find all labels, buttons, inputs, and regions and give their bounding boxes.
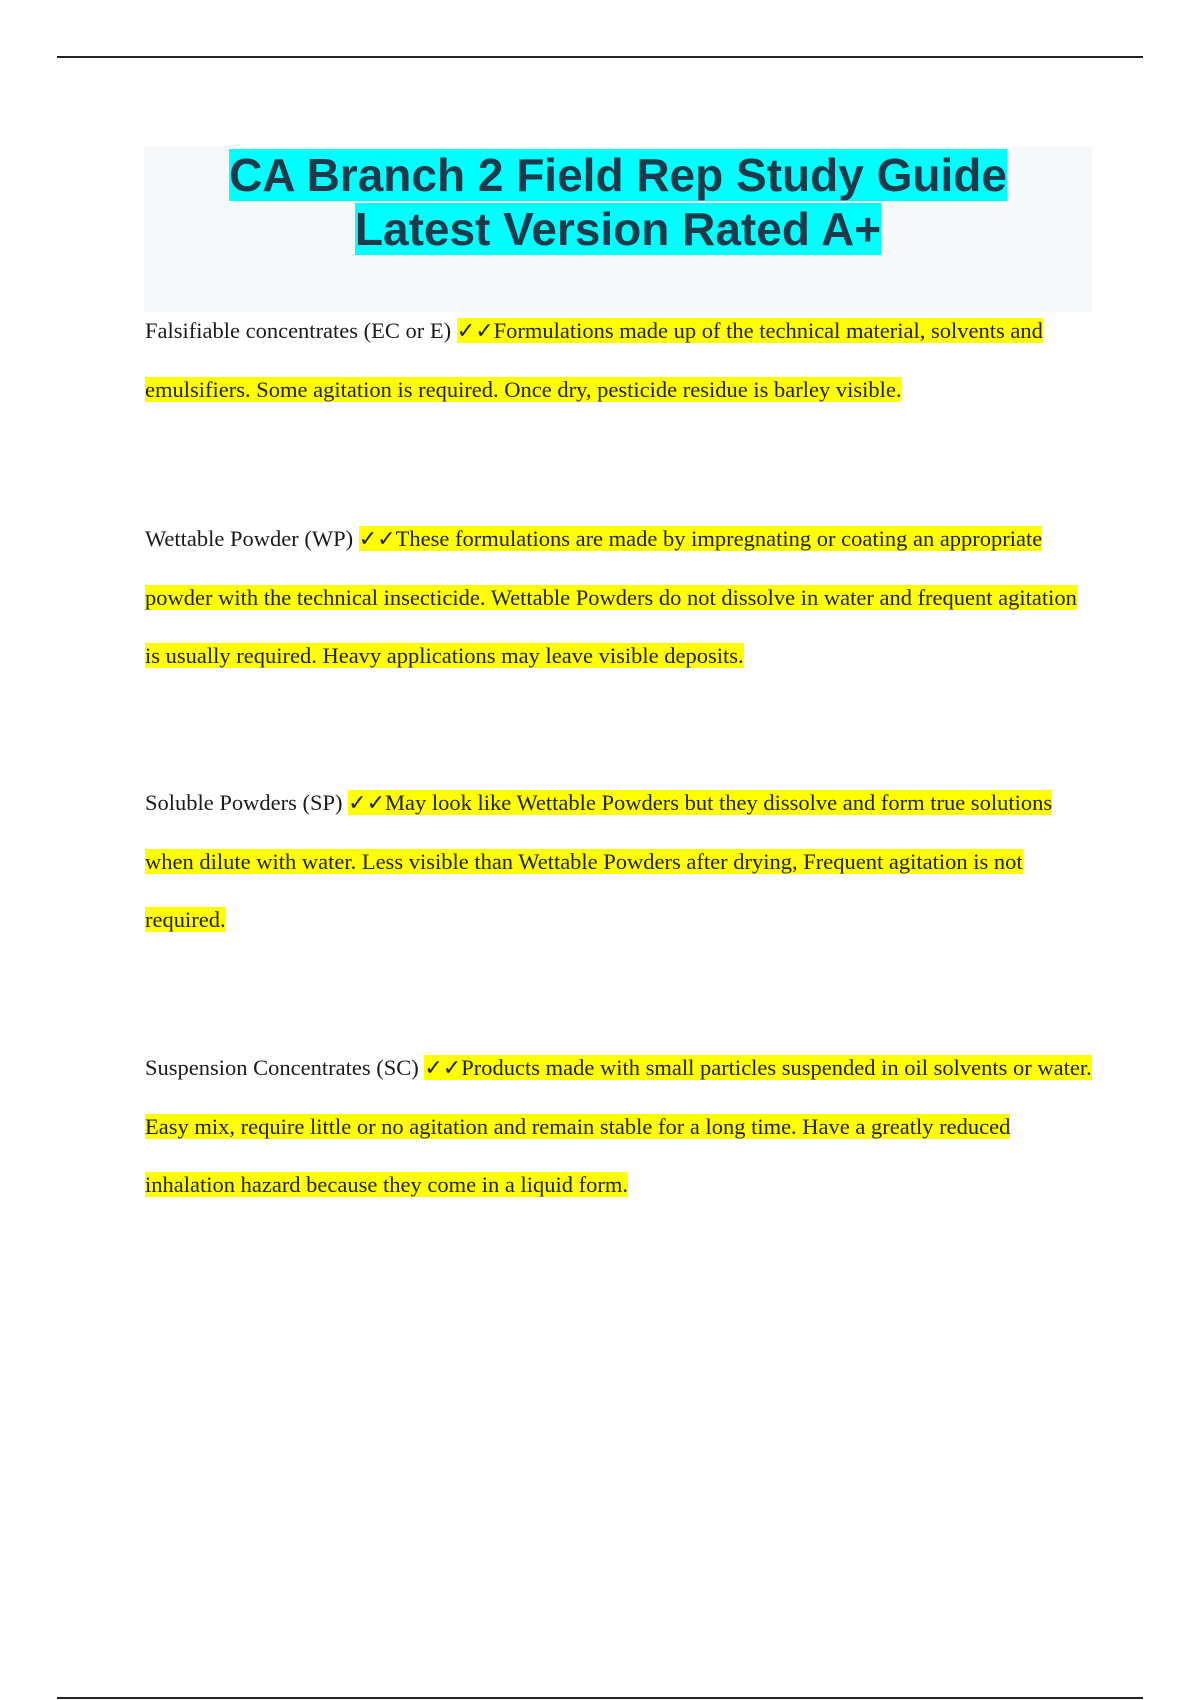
entry-answer: Formulations made up of the technical material, solvents and emulsifiers. Some agitation is required. Once dry, pesticide residue is barley visible. xyxy=(145,318,1043,402)
entry-4 xyxy=(145,1039,1095,1214)
entry-answer: May look like Wettable Powders but they dissolve and form true solutions when dilute with water. Less visible than Wettable Powders after drying, Frequent agitation is not required. xyxy=(145,790,1053,932)
entry-3 xyxy=(145,774,1095,949)
title-block xyxy=(144,146,1092,312)
entry-2 xyxy=(145,510,1095,685)
entry-1 xyxy=(145,302,1095,419)
entry-term: Falsifiable concentrates (EC or E) xyxy=(145,318,452,343)
entry-answer: These formulations are made by impregnating or coating an appropriate powder with the technical insecticide. Wettable Powders do not dissolve in water and frequent agitation is usually required. Heavy applications may leave visible deposits. xyxy=(145,526,1077,668)
page-title xyxy=(144,146,1092,256)
entry-term: Suspension Concentrates (SC) xyxy=(145,1055,419,1080)
top-rule xyxy=(57,56,1143,58)
double-check-icon: ✓✓ xyxy=(456,319,494,344)
bottom-rule xyxy=(57,1697,1143,1699)
entry-answer: Products made with small particles suspended in oil solvents or water. Easy mix, require little or no agitation and remain stable for a long time. Have a greatly reduced inhalation hazard because they come in a liquid form. xyxy=(145,1055,1092,1197)
entry-term: Wettable Powder (WP) xyxy=(145,526,354,551)
title-line-2: Latest Version Rated A+ xyxy=(354,203,882,255)
entry-term: Soluble Powders (SP) xyxy=(145,790,343,815)
double-check-icon: ✓✓ xyxy=(348,791,386,816)
double-check-icon: ✓✓ xyxy=(424,1056,462,1081)
title-line-1: CA Branch 2 Field Rep Study Guide xyxy=(229,149,1007,201)
double-check-icon: ✓✓ xyxy=(358,527,396,552)
